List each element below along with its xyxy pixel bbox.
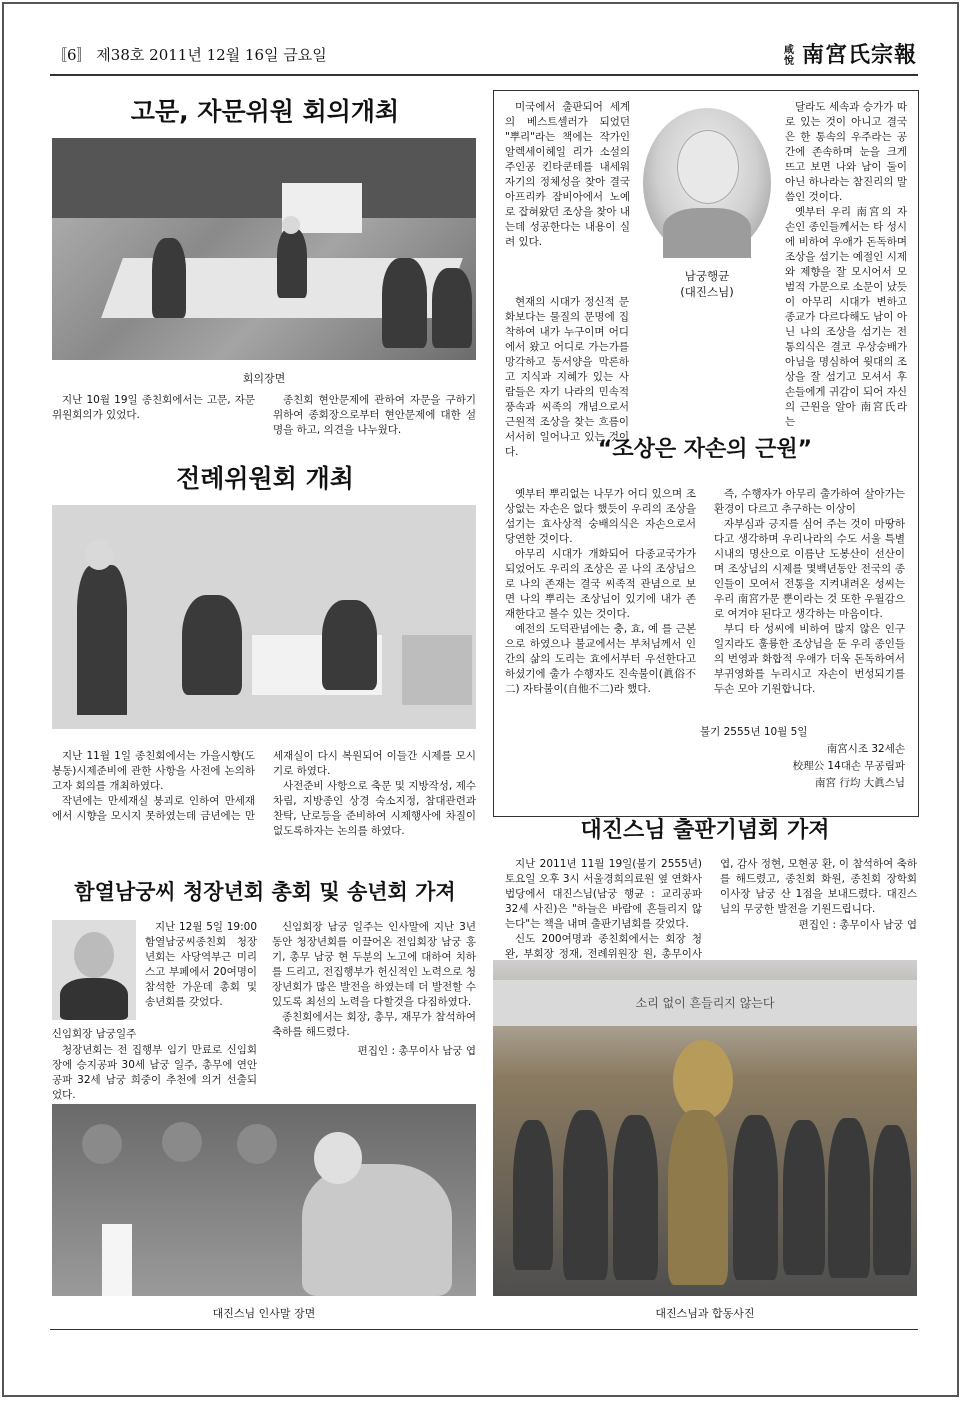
monk-speech-caption: 대진스님 인사말 장면: [212, 1307, 316, 1320]
feature-intro-paragraph: 옛부터 우리 南宮의 자손인 종인들께서는 타 성시에 비하여 우애가 돈독하며 조상을 섬기는 예절인 시제와 제향을 잘 모시어서 모범적 가문으로 소문이 났듯이 아무리 시대가 변하고 종교가 다르다해도 남이 아닌 나의 조상을 섬기는 전통의식은 결코 우상숭배가 아님을 명심하여 윗대의 조상을 잘 섬기고 모셔서 후손들에게 귀감이 되어 자신의 근원을 알아 南宮氏라는: [785, 206, 907, 428]
feature-intro-right: [785, 100, 907, 430]
article1-title: 고문, 자문위원 회의개최: [130, 97, 400, 126]
article2-paragraph: 사전준비 사항으로 축문 및 지방작성, 제수차림, 지방종인 상경 숙소지정, 참대관련과 찬탁, 난로등을 준비하여 시제행사에 차질이 없도록하자는 논의를 하였다.: [273, 780, 476, 837]
article3-paragraph: 지난 2011년 11월 19일(불기 2555년) 토요일 오후 3시 서울경희의료원 옆 연화사 법당에서 대진스님(남궁 행균 : 교리공파 32세 사진)은 "하늘은 바람에 흔들리지 않는다"는 책을 내며 출판기념회를 갖었다.: [505, 858, 702, 930]
article2-paragraph: 지난 11월 1일 종친회에서는 가을시향(도봉동)시제준비에 관한 사항을 사전에 논의하고자 회의를 개최하였다.: [52, 750, 255, 792]
issue-header: 〚6〛 제38호 2011년 12월 16일 금요일: [52, 46, 327, 64]
feature-intro-paragraph: 현재의 시대가 정신적 문화보다는 물질의 문명에 집착하여 내가 누구이며 어디에서 왔고 어디로 가는가를 망각하고 동서양을 막론하고 지식과 지혜가 있는 사람들은 자기 나라의 민속적 풍속과 씨족의 개념으로서 근원적 조상을 찾는 흐름이 서서히 일어나고 있는 것이다.: [505, 296, 629, 458]
feature-paragraph: 옛부터 뿌리없는 나무가 어디 있으며 조상없는 자손은 없다 했듯이 우리의 조상을 섬기는 효사상적 숭배의식은 자손으로서 당연한 것이다.: [505, 488, 696, 545]
meeting-photo-caption: 회의장면: [242, 372, 286, 385]
meeting-photo: [52, 138, 476, 360]
group-photo-banner: 소리 없이 흔들리지 않는다: [493, 980, 917, 1026]
article2-paragraph: 작년에는 만세재실 붕괴로 인하여 만세재에서 시향을 모시지 못하였는데 금년에는 만세재실이 다시 복원되어 이들간 시제를 모시기로 하였다.: [52, 750, 476, 822]
ritual-committee-photo: [52, 505, 476, 729]
monk-title: (대진스님): [680, 285, 734, 299]
feature-paragraph: 아무리 시대가 개화되어 다종교국가가 되었어도 우리의 조상은 곧 나의 조상님으로 나의 존재는 결국 씨족적 관념으로 보면 나의 뿌리는 조상님이 있기에 내가 존재한다고 볼수 있는 것이다.: [505, 548, 696, 620]
article1-body: [52, 393, 476, 438]
feature-intro-paragraph: 달라도 세속과 승가가 따로 있는 것이 아니고 결국은 한 통속의 우주라는 공간에 존속하며 눈을 크게 뜨고 보면 나와 남이 둘이 아닌 하나라는 참진리의 말씀인 것이다.: [785, 101, 907, 203]
article3-body: [505, 857, 917, 962]
feature-sign-line: 南宮시조 32세손: [826, 743, 905, 755]
feature-sign-date: 불기 2555년 10월 5일: [700, 726, 808, 738]
feature-intro-left-top: [505, 100, 630, 250]
monk-name: 남궁행균: [684, 269, 730, 283]
feature-body: [505, 487, 905, 712]
logo-text: 南宮氏宗報: [801, 42, 917, 68]
article2-body: [52, 749, 476, 839]
feature-paragraph: 자부심과 긍지를 심어 주는 것이 마땅하다고 생각하며 우리나라의 수도 서울 특별시내의 명산으로 이름난 도봉산이 선산이며 조상님의 시제를 몇백년동안 전국의 종인들이 모여서 전통을 지켜내려온 성씨는 우리 南宮가문 뿐이라는 것 또한 우월감으로 여겨야 된다고 생각하는 마음이다.: [714, 518, 905, 620]
feature-sign-line: 南宮 行均 大眞스님: [815, 777, 905, 789]
feature-signature: [700, 724, 905, 792]
article1-paragraph: 종친회 현안문제에 관하여 자문을 구하기 위하여 종회장으로부터 현안문제에 대한 설명을 하고, 의견을 나누웠다.: [273, 394, 476, 436]
newspaper-logo: [784, 38, 917, 69]
new-president-caption: 신임회장 남궁일주: [51, 1028, 137, 1040]
article1-paragraph: 지난 10월 19일 종친회에서는 고문, 자문위원회의가 있었다.: [52, 394, 255, 421]
header-rule: [50, 74, 918, 76]
group-photo-caption: 대진스님과 합동사진: [655, 1307, 755, 1320]
article4-paragraph: 청장년회는 전 집행부 임기 만료로 신임회장에 승지공파 30세 남궁 일주, 총무에 연안공파 32세 남궁 희중이 추천에 의거 선출되었다.: [52, 1044, 257, 1101]
feature-paragraph: 즉, 수행자가 아무리 출가하여 살아가는 환경이 다르고 추구하는 이상이: [714, 488, 905, 515]
article2-title: 전례위원회 개최: [176, 464, 354, 493]
article4-paragraph: 종친회에서는 회장, 총무, 재무가 참석하여 축하를 해드렸다.: [272, 1011, 476, 1038]
feature-sign-line: 校理公 14대손 무공림파: [792, 760, 905, 772]
article3-sign: 편집인 : 총무이사 남궁 엽: [798, 919, 917, 931]
article4-sign: 편집인 : 총무이사 남궁 엽: [357, 1045, 476, 1057]
monk-portrait-caption: [643, 268, 771, 300]
article4-title: 함열남궁씨 청장년회 총회 및 송년회 가져: [74, 880, 456, 904]
article3-paragraph: 신도 200여명과 종친회에서는 회장 청완, 부회장 정재, 전례위원장 원, 총무이사 엽, 감사 정현, 모현공 환, 이 참석하여 축하를 해드렸고, 종친회 화원, 종친회 장학회 이사장 남궁 산 1점을 보내드렸다. 대진스님의 무궁한 발전을 기원드립니다.: [505, 858, 917, 960]
article4-paragraph: 신임회장 남궁 일주는 인사말에 지난 3년동안 청장년회를 이끌어온 전임회장 남궁 홍기, 총무 남궁 현 두분의 노고에 대하여 치하를 드리고, 전집행부가 헌신적인 노력으로 청장년회가 많은 발전을 하였는데 더 발전할 수 있도록 최선의 노력을 다할것을 다짐하였다.: [272, 921, 476, 1008]
feature-intro-paragraph: 미국에서 출판되어 세계의 베스트셀러가 되었던 "뿌리"라는 책에는 작가인 알렉세이헤일 리가 소설의 주인공 킨타쿤테를 내세워 자기의 정체성을 찾아 결국 아프리카 잠비아에서 노예로 잡혀왔던 조상을 찾아 내는데 성공한다는 내용이 실려 있다.: [505, 101, 630, 248]
feature-paragraph: 예전의 도덕관념에는 충, 효, 예 를 근본으로 하였으나 불교에서는 부처님께서 인간의 삶의 도리는 효에서부터 우선한다고 하셨기에 출가 수행자도 진속불이(眞俗不二) 자타불이(自他不二)라 했다.: [505, 623, 696, 695]
new-president-portrait: [52, 920, 136, 1020]
logo-small: 咸悅: [783, 45, 795, 67]
monk-speech-photo: [52, 1104, 476, 1296]
feature-paragraph: 부디 타 성씨에 비하여 많지 않은 인구일지라도 훌륭한 조상님을 둔 우리 종인들의 번영과 화합적 우애가 더욱 돈독하여서 부귀영화를 누리시고 자손이 번성되기를 두손 모아 기원합니다.: [714, 623, 905, 695]
article3-title: 대진스님 출판기념회 가져: [580, 818, 830, 843]
article4-lead-paragraph: [145, 920, 257, 1010]
article4-second-paragraph: [52, 1043, 257, 1103]
monk-portrait: [643, 108, 771, 258]
footer-rule: [50, 1329, 918, 1330]
group-photo: [493, 960, 917, 1296]
article4-paragraph: 지난 12월 5일 19:00 함열남궁씨종친회 청장년회는 사당역부근 미리스고 부페에서 20여명이 참석한 가운데 총회 및 송년회를 갖었다.: [145, 921, 257, 1008]
article4-right-column: [272, 920, 476, 1060]
feature-quote-title: “조상은 자손의 근원”: [597, 437, 813, 462]
